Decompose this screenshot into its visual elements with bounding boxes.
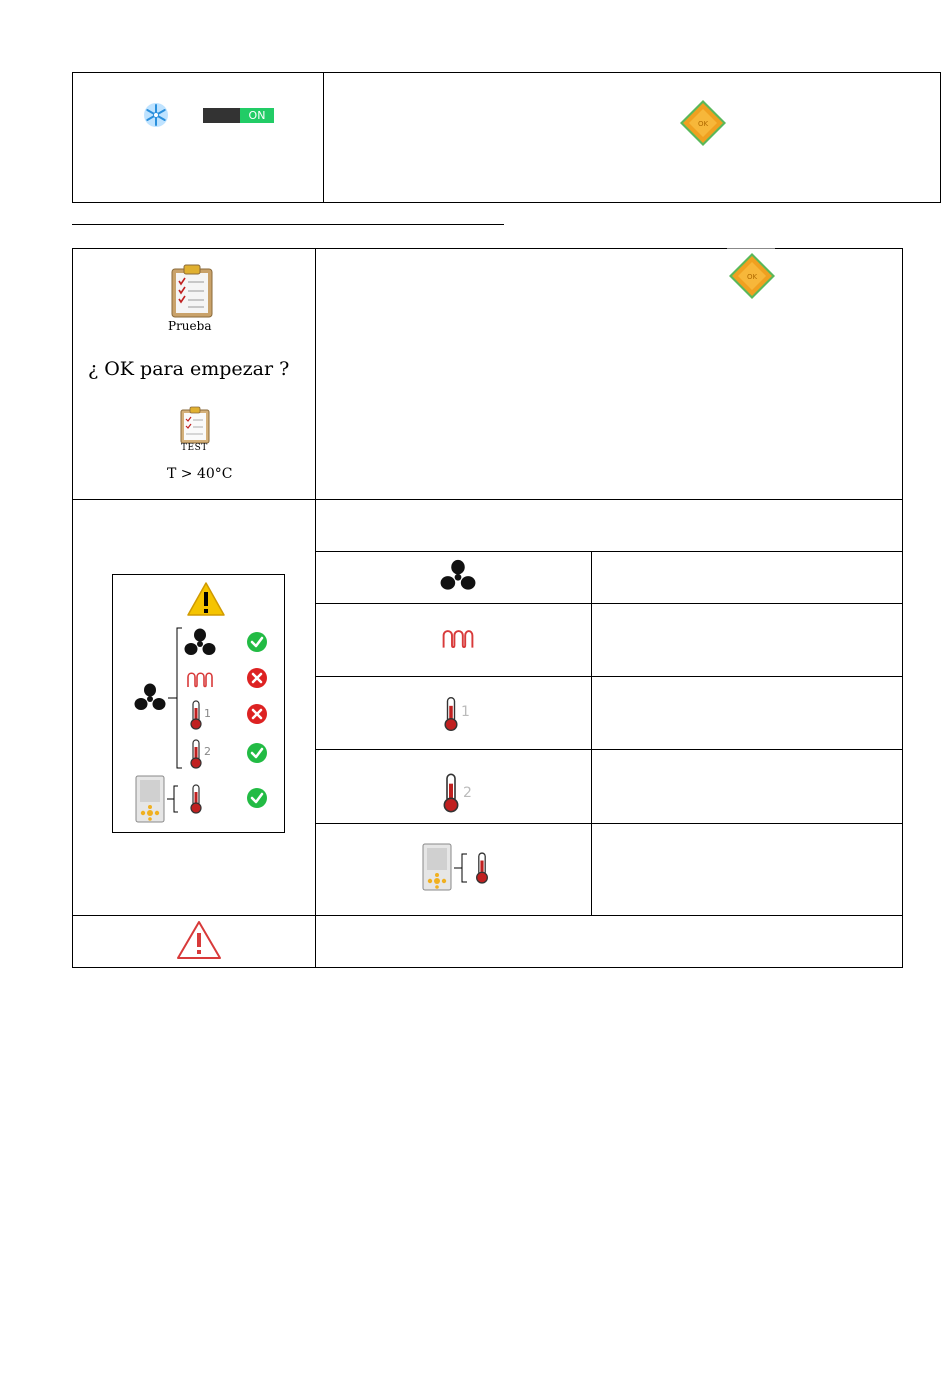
test-table-divider <box>315 248 316 968</box>
svg-text:OK: OK <box>697 120 709 128</box>
remote-control-icon <box>422 843 452 891</box>
top-table <box>72 72 941 203</box>
clipboard-icon <box>170 263 214 319</box>
switch-on-label: ON <box>240 108 274 123</box>
svg-text:OK: OK <box>746 273 758 281</box>
fan-icon <box>440 559 476 591</box>
subrow-divider-3 <box>315 676 903 677</box>
x-circle-icon <box>246 667 268 689</box>
switch-track <box>203 108 240 123</box>
ok-underline <box>727 248 775 249</box>
remote-bracket <box>166 784 180 814</box>
remote-bracket <box>453 852 469 884</box>
remote-control-icon <box>135 775 165 823</box>
subrow-divider-4 <box>315 749 903 750</box>
sensor-1-number: 1 <box>204 707 211 720</box>
ok-diamond-icon[interactable] <box>679 99 727 147</box>
check-circle-icon <box>246 631 268 653</box>
warning-triangle-icon <box>186 581 226 617</box>
check-circle-icon <box>246 742 268 764</box>
prueba-label: Prueba <box>168 319 212 333</box>
subrow-divider-2 <box>315 603 903 604</box>
thermometer-icon <box>190 784 202 814</box>
subrow-divider-5 <box>315 823 903 824</box>
temperature-condition: T > 40°C <box>167 466 233 482</box>
legend-sensor-2-number: 2 <box>463 785 472 801</box>
check-circle-icon <box>246 787 268 809</box>
test-clipboard-icon <box>180 406 210 444</box>
thermometer-icon <box>190 739 202 769</box>
ok-diamond-icon[interactable] <box>728 252 776 300</box>
power-switch[interactable] <box>203 108 274 123</box>
heater-coil-icon <box>186 669 214 689</box>
thermometer-icon <box>444 696 458 732</box>
test-label: TEST <box>181 443 208 453</box>
subrow-divider-1 <box>315 551 903 552</box>
row-divider-1 <box>72 499 903 500</box>
sensor-2-number: 2 <box>204 745 211 758</box>
ok-question: ¿ OK para empezar ? <box>88 358 290 380</box>
thermometer-icon <box>475 852 489 884</box>
x-circle-icon <box>246 703 268 725</box>
thermometer-icon <box>443 772 459 814</box>
section-separator <box>72 224 504 225</box>
fan-icon <box>184 628 216 656</box>
snowflake-icon <box>142 101 170 129</box>
subtable-divider <box>591 551 592 915</box>
top-table-divider <box>323 72 324 203</box>
row-divider-2 <box>72 915 903 916</box>
warning-triangle-icon <box>176 920 222 960</box>
thermometer-icon <box>190 700 202 730</box>
legend-sensor-1-number: 1 <box>461 704 470 720</box>
heater-coil-icon <box>440 626 476 650</box>
fan-icon <box>134 683 166 711</box>
